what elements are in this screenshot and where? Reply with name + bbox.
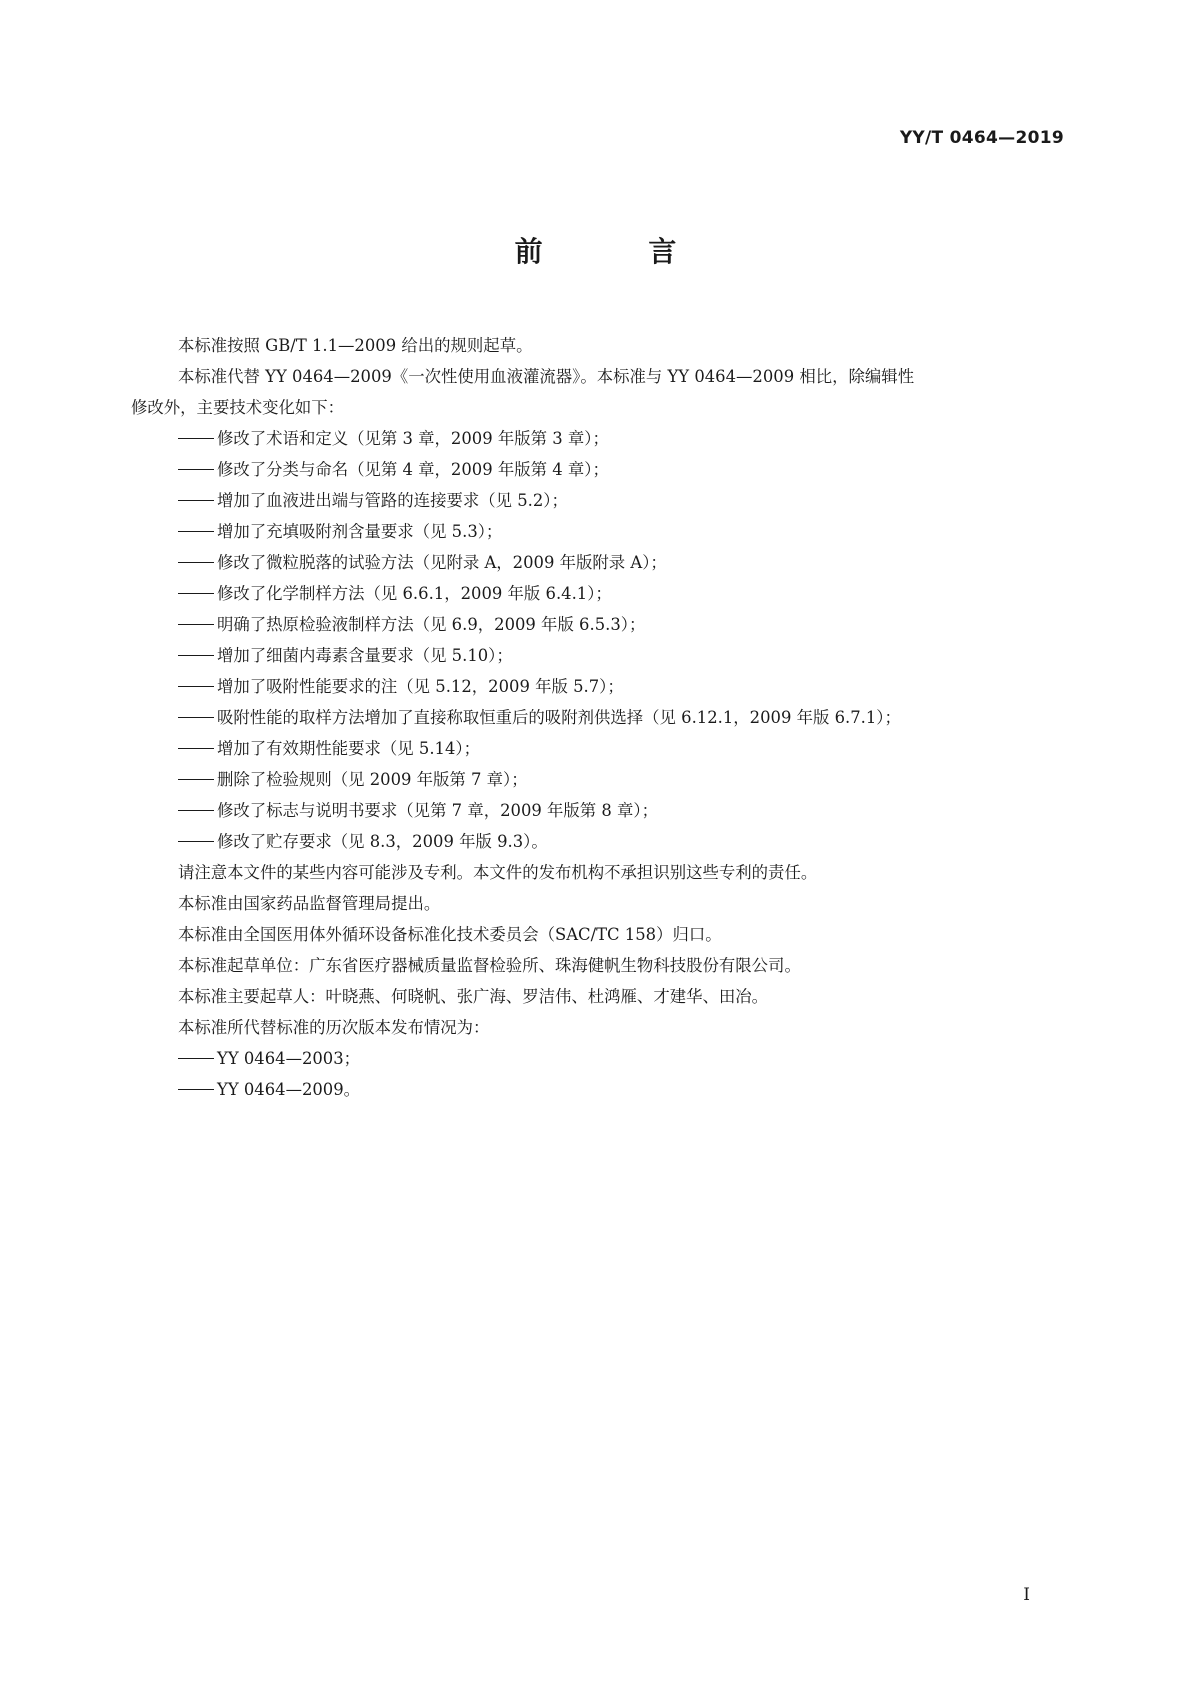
list-item [131, 671, 1066, 702]
dash-marker [178, 748, 214, 749]
dash-marker [178, 438, 214, 439]
list-item [131, 485, 1066, 516]
list-item [131, 578, 1066, 609]
paragraph-replacement: 本标准代替 YY 0464—2009《一次性使用血液灌流器》。本标准与 YY 0464—2009 相比，除编辑性 [178, 367, 915, 386]
dash-marker [178, 779, 214, 780]
list-item-text: 修改了术语和定义（见第 3 章，2009 年版第 3 章）； [217, 429, 609, 448]
list-item-text: 明确了热原检验液制样方法（见 6.9，2009 年版 6.5.3）； [217, 615, 646, 634]
list-item [131, 795, 1066, 826]
list-item-text: 增加了有效期性能要求（见 5.14）； [217, 739, 480, 758]
paragraph-drafting-units: 本标准起草单位：广东省医疗器械质量监督检验所、珠海健帆生物科技股份有限公司。 [178, 956, 801, 975]
dash-marker [178, 531, 214, 532]
list-item [131, 609, 1066, 640]
paragraph-replacement-cont: 修改外，主要技术变化如下： [131, 398, 345, 417]
list-item-text: 增加了血液进出端与管路的连接要求（见 5.2）； [217, 491, 568, 510]
list-item [131, 454, 1066, 485]
list-item [131, 423, 1066, 454]
paragraph-drafting-rules: 本标准按照 GB/T 1.1—2009 给出的规则起草。 [178, 336, 533, 355]
list-item-text: YY 0464—2003； [217, 1049, 361, 1068]
dash-marker [178, 469, 214, 470]
list-item-text: YY 0464—2009。 [217, 1080, 361, 1099]
paragraph-proposer: 本标准由国家药品监督管理局提出。 [178, 894, 441, 913]
dash-marker [178, 562, 214, 563]
list-item-text: 吸附性能的取样方法增加了直接称取恒重后的吸附剂供选择（见 6.12.1，2009 年版 6.7.1）； [217, 708, 901, 727]
list-item-text: 修改了化学制样方法（见 6.6.1，2009 年版 6.4.1）； [217, 584, 612, 603]
dash-marker [178, 841, 214, 842]
list-item-text: 删除了检验规则（见 2009 年版第 7 章）； [217, 770, 528, 789]
list-item [131, 547, 1066, 578]
dash-marker [178, 1058, 214, 1059]
dash-marker [178, 655, 214, 656]
list-item-text: 增加了充填吸附剂含量要求（见 5.3）； [217, 522, 503, 541]
list-item-text: 修改了标志与说明书要求（见第 7 章，2009 年版第 8 章）； [217, 801, 659, 820]
paragraph-history: 本标准所代替标准的历次版本发布情况为： [178, 1018, 490, 1037]
list-item-text: 修改了分类与命名（见第 4 章，2009 年版第 4 章）； [217, 460, 609, 479]
dash-marker [178, 686, 214, 687]
paragraph-committee: 本标准由全国医用体外循环设备标准化技术委员会（SAC/TC 158）归口。 [178, 925, 722, 944]
list-item-text: 增加了吸附性能要求的注（见 5.12，2009 年版 5.7）； [217, 677, 624, 696]
paragraph-patent-notice: 请注意本文件的某些内容可能涉及专利。本文件的发布机构不承担识别这些专利的责任。 [178, 863, 818, 882]
dash-marker [178, 624, 214, 625]
list-item-text: 增加了细菌内毒素含量要求（见 5.10）； [217, 646, 513, 665]
list-item [131, 1074, 1066, 1105]
list-item [131, 516, 1066, 547]
list-item [131, 702, 1066, 733]
list-item-text: 修改了微粒脱落的试验方法（见附录 A，2009 年版附录 A）； [217, 553, 667, 572]
page-number: I [1023, 1585, 1030, 1605]
paragraph-drafters: 本标准主要起草人：叶晓燕、何晓帆、张广海、罗洁伟、杜鸿雁、才建华、田冶。 [178, 987, 769, 1006]
page-title: 前 言 [514, 235, 725, 268]
dash-marker [178, 717, 214, 718]
dash-marker [178, 1089, 214, 1090]
document-body [131, 330, 1066, 1105]
dash-marker [178, 593, 214, 594]
list-item [131, 1043, 1066, 1074]
list-item [131, 640, 1066, 671]
dash-marker [178, 810, 214, 811]
standard-code: YY/T 0464—2019 [899, 128, 1064, 148]
dash-marker [178, 500, 214, 501]
list-item [131, 733, 1066, 764]
list-item-text: 修改了贮存要求（见 8.3，2009 年版 9.3）。 [217, 832, 548, 851]
list-item [131, 764, 1066, 795]
list-item [131, 826, 1066, 857]
